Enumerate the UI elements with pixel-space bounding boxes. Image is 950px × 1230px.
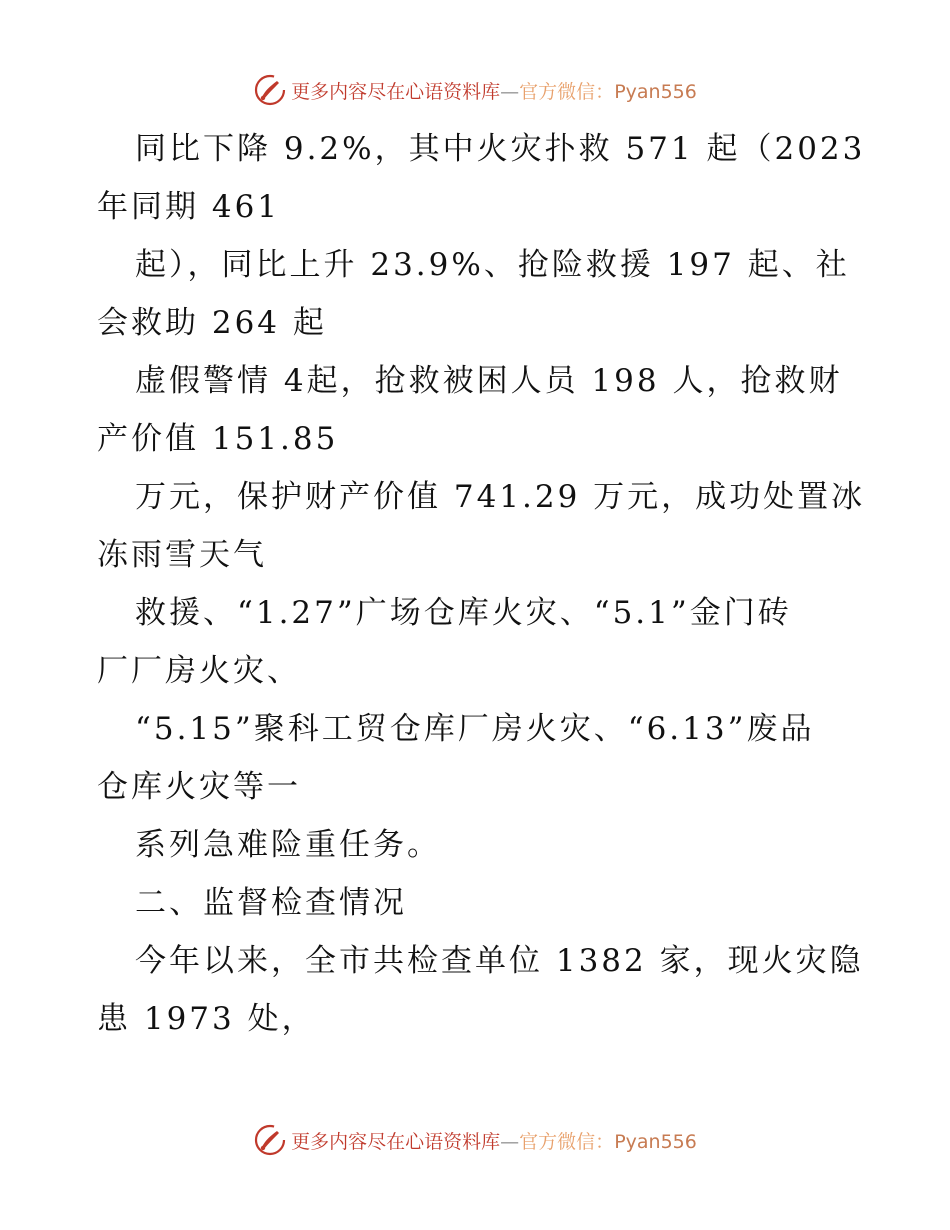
text-line: 冻雨雪天气	[97, 537, 267, 573]
text-line: 万元，保护财产价值 741.29 万元，成功处置冰	[135, 479, 866, 515]
text-line: 会救助 264 起	[97, 305, 327, 341]
header-separator: —	[500, 80, 520, 103]
text-line: 今年以来，全市共检查单位 1382 家，现火灾隐	[135, 943, 864, 979]
brush-logo-icon	[253, 1123, 287, 1157]
header-wechat-id: Pyan556	[614, 80, 697, 103]
footer-library-name: 更多内容尽在心语资料库	[291, 1130, 501, 1153]
text-line: 仓库火灾等一	[97, 769, 301, 805]
text-line: “5.15”聚科工贸仓库厂房火灾、“6.13”废品	[135, 711, 815, 747]
text-line: 虚假警情 4起，抢救被困人员 198 人，抢救财	[135, 363, 843, 399]
text-line: 救援、“1.27”广场仓库火灾、“5.1”金门砖	[135, 595, 792, 631]
footer-watermark	[0, 1120, 950, 1160]
header-library-name: 更多内容尽在心语资料库	[291, 80, 501, 103]
header-wechat-label: 官方微信：	[519, 80, 615, 103]
text-line: 年同期 461	[97, 189, 281, 225]
text-line: 系列急难险重任务。	[135, 827, 441, 863]
header-text	[291, 77, 697, 104]
text-line: 厂厂房火灾、	[97, 653, 301, 689]
footer-text	[291, 1127, 697, 1154]
brush-logo-icon	[253, 73, 287, 107]
footer-wechat-id: Pyan556	[614, 1130, 697, 1153]
header-watermark	[0, 70, 950, 110]
footer-wechat-label: 官方微信：	[519, 1130, 615, 1153]
text-line: 同比下降 9.2%，其中火灾扑救 571 起（2023	[135, 131, 866, 167]
text-line: 起），同比上升 23.9%、抢险救援 197 起、社	[135, 247, 850, 283]
footer-separator: —	[500, 1130, 520, 1153]
text-line: 患 1973 处，	[97, 1001, 316, 1037]
section-heading: 二、监督检查情况	[135, 885, 407, 921]
text-line: 产价值 151.85	[97, 421, 339, 457]
